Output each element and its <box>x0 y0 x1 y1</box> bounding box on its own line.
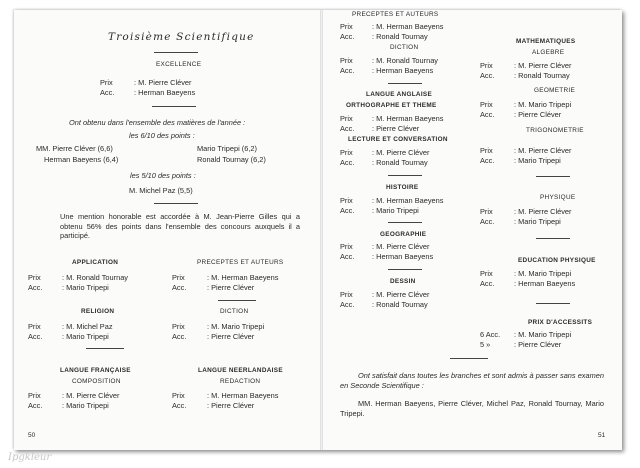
mid-preceptes-acc-label: Acc. <box>340 32 355 41</box>
langue-neerlandaise-prix-label: Prix <box>172 391 185 400</box>
page-gutter <box>320 10 323 450</box>
geographie-acc-value: : Herman Baeyens <box>372 252 434 261</box>
mid-diction-prix-value: : M. Ronald Tournay <box>372 56 439 65</box>
histoire-prix-value: : M. Herman Baeyens <box>372 196 444 205</box>
lecture-prix-label: Prix <box>340 148 353 157</box>
accessits-acc-label: 5 » <box>480 340 491 349</box>
geographie-acc-label: Acc. <box>340 252 355 261</box>
geometrie-prix-label: Prix <box>480 100 493 109</box>
divider <box>154 203 198 204</box>
divider <box>388 269 422 270</box>
obtenu-intro: Ont obtenu dans l'ensemble des matières de l'année : <box>69 118 246 127</box>
anglaise-acc-label: Acc. <box>340 124 355 133</box>
geometrie-prix-value: : M. Mario Tripepi <box>514 100 572 109</box>
langue-francaise-acc-label: Acc. <box>28 401 43 410</box>
dessin-acc-label: Acc. <box>340 300 355 309</box>
mid-diction-acc-value: : Herman Baeyens <box>372 66 434 75</box>
six-list-b1: Mario Tripepi (6,2) <box>197 144 257 153</box>
excellence-prix-label: Prix <box>100 78 113 87</box>
dessin-heading: DESSIN <box>390 278 416 285</box>
physique-acc-value: : Mario Tripepi <box>514 217 561 226</box>
langue-neerlandaise-acc-value: : Pierre Cléver <box>207 401 255 410</box>
page-number-left: 50 <box>28 432 36 439</box>
physique-heading: PHYSIQUE <box>540 194 576 201</box>
religion-heading: RELIGION <box>81 308 115 315</box>
preceptes-prix-value: : M. Herman Baeyens <box>207 273 279 282</box>
langue-francaise-heading: LANGUE FRANÇAISE <box>60 367 131 374</box>
histoire-acc-label: Acc. <box>340 206 355 215</box>
lecture-acc-label: Acc. <box>340 158 355 167</box>
divider <box>536 238 570 239</box>
mid-preceptes-prix-value: : M. Herman Baeyens <box>372 22 444 31</box>
preceptes-prix-label: Prix <box>172 273 185 282</box>
divider <box>388 222 422 223</box>
religion-prix-value: : M. Michel Paz <box>62 322 113 331</box>
dessin-acc-value: : Ronald Tournay <box>372 300 428 309</box>
anglaise-prix-label: Prix <box>340 114 353 123</box>
education-prix-label: Prix <box>480 269 493 278</box>
anglaise-acc-value: : Pierre Cléver <box>372 124 420 133</box>
histoire-acc-value: : Mario Tripepi <box>372 206 419 215</box>
mid-preceptes-heading: PRECEPTES ET AUTEURS <box>352 11 439 18</box>
diction-acc-value: : Pierre Cléver <box>207 332 255 341</box>
excellence-heading: EXCELLENCE <box>156 61 202 68</box>
lecture-prix-value: : M. Pierre Cléver <box>372 148 430 157</box>
religion-prix-label: Prix <box>28 322 41 331</box>
math-prix-label: Prix <box>480 61 493 70</box>
math-heading: MATHEMATIQUES <box>516 38 576 45</box>
trigo-acc-label: Acc. <box>480 156 495 165</box>
langue-neerlandaise-heading: LANGUE NEERLANDAISE <box>198 367 283 374</box>
divider <box>450 358 488 359</box>
math-prix-value: : M. Pierre Cléver <box>514 61 572 70</box>
mention-paragraph: Une mention honorable est accordée à M. Jean-Pierre Gilles qui a obtenu 56% des points dans l'ensemble des concours auxquels il a participé. <box>60 212 300 241</box>
langue-neerlandaise-prix-value: : M. Herman Baeyens <box>207 391 279 400</box>
excellence-prix-value: : M. Pierre Cléver <box>134 78 192 87</box>
diction-acc-label: Acc. <box>172 332 187 341</box>
accessits-prix-label: 6 Acc. <box>480 330 501 339</box>
six-tenths-label: les 6/10 des points : <box>129 131 195 140</box>
religion-acc-value: : Mario Tripepi <box>62 332 109 341</box>
mid-preceptes-prix-label: Prix <box>340 22 353 31</box>
application-heading: APPLICATION <box>72 259 119 266</box>
anglaise-prix-value: : M. Herman Baeyens <box>372 114 444 123</box>
application-prix-value: : M. Ronald Tournay <box>62 273 129 282</box>
trigo-prix-label: Prix <box>480 146 493 155</box>
geometrie-acc-label: Acc. <box>480 110 495 119</box>
satisfait-paragraph: Ont satisfait dans toutes les branches et sont admis à passer sans examen en Seconde Scientifique : <box>340 371 604 390</box>
divider <box>536 176 570 177</box>
divider <box>86 348 124 349</box>
dessin-prix-value: : M. Pierre Cléver <box>372 290 430 299</box>
geographie-heading: GEOGRAPHIE <box>380 231 427 238</box>
physique-prix-label: Prix <box>480 207 493 216</box>
excellence-acc-value: : Herman Baeyens <box>134 88 196 97</box>
trigonometrie-heading: TRIGONOMETRIE <box>526 127 584 134</box>
booklet-spread <box>14 10 622 450</box>
six-list-b2: Ronald Tournay (6,2) <box>197 155 266 164</box>
five-tenths-label: les 5/10 des points : <box>130 171 196 180</box>
watermark: Ipgkleur <box>8 452 52 463</box>
divider <box>536 303 570 304</box>
education-acc-value: : Herman Baeyens <box>514 279 576 288</box>
divider <box>154 52 198 53</box>
religion-acc-label: Acc. <box>28 332 43 341</box>
mid-preceptes-acc-value: : Ronald Tournay <box>372 32 428 41</box>
geometrie-acc-value: : Pierre Cléver <box>514 110 562 119</box>
langue-francaise-prix-value: : M. Pierre Cléver <box>62 391 120 400</box>
dessin-prix-label: Prix <box>340 290 353 299</box>
education-acc-label: Acc. <box>480 279 495 288</box>
diction-prix-value: : M. Mario Tripepi <box>207 322 265 331</box>
histoire-prix-label: Prix <box>340 196 353 205</box>
langue-francaise-acc-value: : Mario Tripepi <box>62 401 109 410</box>
lecture-heading: LECTURE ET CONVERSATION <box>348 136 448 143</box>
application-acc-value: : Mario Tripepi <box>62 283 109 292</box>
algebre-subheading: ALGEBRE <box>532 49 565 56</box>
five-list: M. Michel Paz (5,5) <box>129 186 193 195</box>
langue-francaise-prix-label: Prix <box>28 391 41 400</box>
accessits-acc-value: : Pierre Cléver <box>514 340 562 349</box>
diction-heading: DICTION <box>220 308 249 315</box>
application-prix-label: Prix <box>28 273 41 282</box>
composition-subheading: COMPOSITION <box>72 378 121 385</box>
trigo-acc-value: : Mario Tripepi <box>514 156 561 165</box>
geographie-prix-label: Prix <box>340 242 353 251</box>
accessits-heading: PRIX D'ACCESSITS <box>528 319 593 326</box>
six-list-a1: MM. Pierre Cléver (6,6) <box>36 144 113 153</box>
physique-prix-value: : M. Pierre Cléver <box>514 207 572 216</box>
mid-diction-acc-label: Acc. <box>340 66 355 75</box>
accessits-prix-value: : M. Mario Tripepi <box>514 330 572 339</box>
page-title: Troisième Scientifique <box>108 31 255 43</box>
trigo-prix-value: : M. Pierre Cléver <box>514 146 572 155</box>
anglaise-heading: LANGUE ANGLAISE <box>366 91 433 98</box>
histoire-heading: HISTOIRE <box>386 184 419 191</box>
preceptes-heading: PRECEPTES ET AUTEURS <box>197 259 284 266</box>
education-physique-heading: EDUCATION PHYSIQUE <box>518 257 596 264</box>
math-acc-value: : Ronald Tournay <box>514 71 570 80</box>
math-acc-label: Acc. <box>480 71 495 80</box>
application-acc-label: Acc. <box>28 283 43 292</box>
physique-acc-label: Acc. <box>480 217 495 226</box>
divider <box>152 106 196 107</box>
divider <box>388 175 422 176</box>
diction-prix-label: Prix <box>172 322 185 331</box>
page-number-right: 51 <box>598 432 606 439</box>
redaction-subheading: REDACTION <box>220 378 261 385</box>
mid-diction-prix-label: Prix <box>340 56 353 65</box>
divider <box>388 83 422 84</box>
lecture-acc-value: : Ronald Tournay <box>372 158 428 167</box>
excellence-acc-label: Acc. <box>100 88 115 97</box>
orthographe-subheading: ORTHOGRAPHE ET THEME <box>346 102 437 109</box>
langue-neerlandaise-acc-label: Acc. <box>172 401 187 410</box>
preceptes-acc-label: Acc. <box>172 283 187 292</box>
geographie-prix-value: : M. Pierre Cléver <box>372 242 430 251</box>
mid-diction-heading: DICTION <box>390 44 419 51</box>
preceptes-acc-value: : Pierre Cléver <box>207 283 255 292</box>
divider <box>218 300 256 301</box>
geometrie-heading: GEOMETRIE <box>534 87 576 94</box>
education-prix-value: : M. Mario Tripepi <box>514 269 572 278</box>
admis-list: MM. Herman Baeyens, Pierre Cléver, Michel Paz, Ronald Tournay, Mario Tripepi. <box>340 399 604 418</box>
six-list-a2: Herman Baeyens (6,4) <box>44 155 119 164</box>
